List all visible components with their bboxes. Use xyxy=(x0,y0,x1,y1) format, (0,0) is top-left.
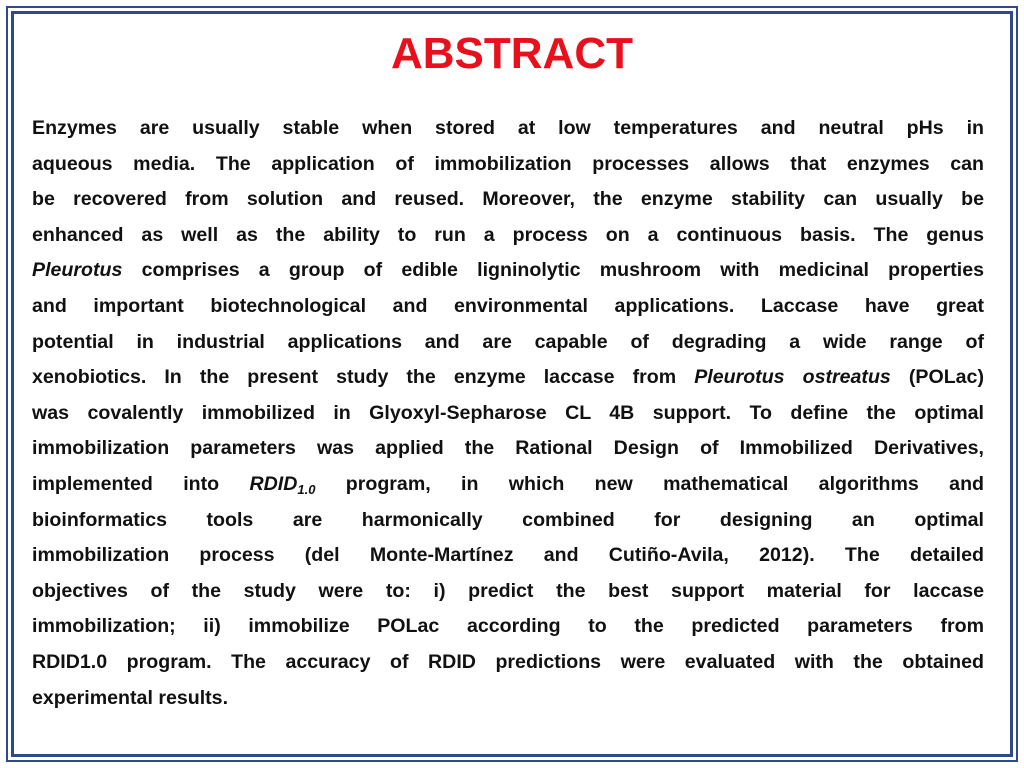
abstract-line: was covalently immobilized in Glyoxyl-Sepharose CL 4B support. To define the optimal xyxy=(32,401,984,424)
abstract-text xyxy=(32,111,984,716)
abstract-line: enhanced as well as the ability to run a process on a continuous basis. The genus xyxy=(32,223,984,246)
abstract-line xyxy=(32,253,984,289)
genus-name: Pleurotus xyxy=(32,259,123,282)
species-name: Pleurotus ostreatus xyxy=(694,366,891,389)
abstract-line: Enzymes are usually stable when stored at low temperatures and neutral pHs in xyxy=(32,117,984,139)
abstract-line: objectives of the study were to: i) predict the best support material for laccase xyxy=(32,579,984,602)
slide-title: ABSTRACT xyxy=(391,29,633,78)
abstract-line: and important biotechnological and environmental applications. Laccase have great xyxy=(32,294,984,317)
abstract-line: bioinformatics tools are harmonically combined for designing an optimal xyxy=(32,508,984,531)
abstract-line: immobilization parameters was applied the Rational Design of Immobilized Derivatives, xyxy=(32,437,984,460)
abstract-line-text: xenobiotics. In the present study the enzyme laccase from xyxy=(32,366,695,389)
program-version: 1.0 xyxy=(297,481,316,497)
abstract-line-text: comprises a group of edible ligninolytic mushroom with medicinal properties xyxy=(122,259,984,282)
abstract-line xyxy=(32,360,984,396)
abstract-line: RDID1.0 program. The accuracy of RDID predictions were evaluated with the obtained xyxy=(32,650,984,673)
abstract-line: immobilization; ii) immobilize POLac according to the predicted parameters from xyxy=(32,615,984,638)
abstract-line-text: program, in which new mathematical algorithms and xyxy=(315,472,985,495)
abstract-line-text: (POLac) xyxy=(890,366,984,389)
abstract-line-text: implemented into xyxy=(32,472,250,495)
abstract-line: immobilization process (del Monte-Martínez and Cutiño-Avila, 2012). The detailed xyxy=(32,544,984,567)
abstract-line xyxy=(32,467,984,503)
abstract-line: experimental results. xyxy=(32,686,229,709)
program-name: RDID xyxy=(249,472,298,495)
abstract-line: potential in industrial applications and are capable of degrading a wide range of xyxy=(32,330,984,353)
abstract-line: be recovered from solution and reused. Moreover, the enzyme stability can usually be xyxy=(32,188,984,211)
abstract-line: aqueous media. The application of immobilization processes allows that enzymes can xyxy=(32,152,984,175)
